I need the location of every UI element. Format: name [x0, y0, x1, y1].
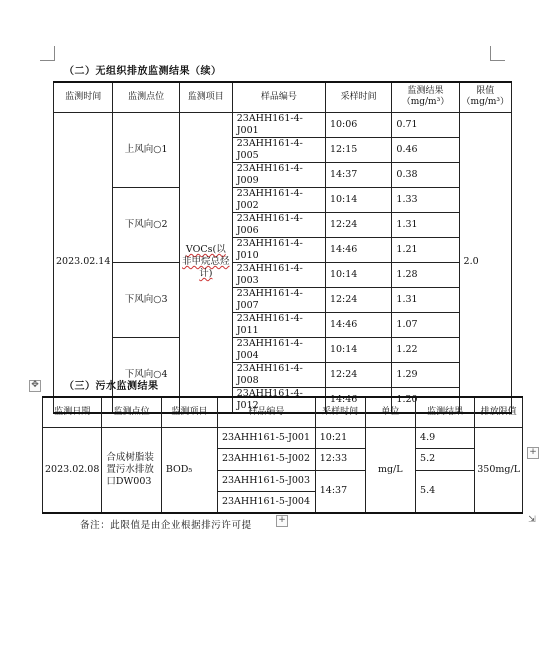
sample-time-cell: 12:24 — [325, 362, 391, 387]
sample-time-cell: 14:46 — [325, 312, 391, 337]
plus-icon[interactable]: + — [527, 447, 539, 459]
monitor-date-cell: 2023.02.08 — [43, 427, 102, 513]
item-cell — [179, 112, 232, 413]
result-cell: 5.4 — [416, 470, 475, 513]
item-cell: BOD₅ — [161, 427, 217, 513]
point-downwind-2: 下风向○2 — [113, 187, 179, 262]
sample-time-cell: 10:14 — [325, 337, 391, 362]
sample-no-cell: 23AHH161-4-J006 — [232, 212, 325, 237]
result-cell: 0.38 — [392, 162, 459, 187]
plus-icon[interactable]: + — [276, 515, 288, 527]
sample-no-cell: 23AHH161-4-J001 — [232, 112, 325, 137]
sample-no-cell: 23AHH161-5-J004 — [217, 492, 315, 514]
header-item: 监测项目 — [161, 397, 217, 427]
sample-time-cell: 10:14 — [325, 262, 391, 287]
sample-time-cell: 14:46 — [325, 387, 391, 413]
point-upwind-1: 上风向○1 — [113, 112, 179, 187]
table-row — [54, 187, 512, 212]
header-result: 监测结果 — [416, 397, 475, 427]
header-date: 监测日期 — [43, 397, 102, 427]
remark-text: 备注：此限值是由企业根据排污许可提 — [80, 520, 252, 531]
sample-time-cell: 14:37 — [325, 162, 391, 187]
table-header-row — [43, 397, 523, 427]
result-cell: 1.28 — [392, 262, 459, 287]
page-corner-mark-left — [40, 46, 55, 61]
header-sample-no: 样品编号 — [217, 397, 315, 427]
page-corner-mark-right — [490, 46, 505, 61]
header-limit: 排放限值 — [475, 397, 523, 427]
limit-cell: 2.0 — [459, 112, 511, 413]
header-point: 监测点位 — [113, 82, 179, 112]
result-cell: 5.2 — [416, 449, 475, 471]
result-cell: 1.07 — [392, 312, 459, 337]
table-row — [54, 337, 512, 362]
point-cell: 合成树脂装置污水排放口DW003 — [102, 427, 161, 513]
sample-no-cell: 23AHH161-4-J008 — [232, 362, 325, 387]
table-header-row — [54, 82, 512, 112]
header-time: 采样时间 — [315, 397, 365, 427]
table-row — [54, 262, 512, 287]
sample-no-cell: 23AHH161-4-J012 — [232, 387, 325, 413]
table-row — [54, 112, 512, 137]
result-cell: 1.21 — [392, 237, 459, 262]
sample-no-cell: 23AHH161-4-J004 — [232, 337, 325, 362]
result-cell: 4.9 — [416, 427, 475, 449]
sample-no-cell: 23AHH161-5-J001 — [217, 427, 315, 449]
header-sample-no: 样品编号 — [232, 82, 325, 112]
header-time: 采样时间 — [325, 82, 391, 112]
fugitive-emission-table[interactable] — [53, 81, 512, 414]
sample-time-cell: 12:33 — [315, 449, 365, 471]
result-cell: 1.33 — [392, 187, 459, 212]
move-icon[interactable]: ✥ — [29, 380, 41, 392]
header-limit: 限值（mg/m³） — [459, 82, 511, 112]
limit-cell: 350mg/L — [475, 427, 523, 513]
resize-icon[interactable]: ⇲ — [528, 515, 536, 525]
sample-no-cell: 23AHH161-5-J003 — [217, 470, 315, 492]
header-date: 监测时间 — [54, 82, 113, 112]
result-cell: 0.71 — [392, 112, 459, 137]
sample-no-cell: 23AHH161-4-J002 — [232, 187, 325, 212]
result-cell: 1.29 — [392, 362, 459, 387]
header-point: 监测点位 — [102, 397, 161, 427]
result-cell: 1.22 — [392, 337, 459, 362]
sample-no-cell: 23AHH161-5-J002 — [217, 449, 315, 471]
sample-time-cell: 10:21 — [315, 427, 365, 449]
header-item: 监测项目 — [179, 82, 232, 112]
point-downwind-4: 下风向○4 — [113, 337, 179, 413]
sample-no-cell: 23AHH161-4-J009 — [232, 162, 325, 187]
sample-no-cell: 23AHH161-4-J010 — [232, 237, 325, 262]
header-result: 监测结果（mg/m³） — [392, 82, 459, 112]
section-title-fugitive-emission: （二）无组织排放监测结果（续） — [64, 66, 222, 77]
point-downwind-3: 下风向○3 — [113, 262, 179, 337]
sample-time-cell: 12:24 — [325, 212, 391, 237]
sample-no-cell: 23AHH161-4-J003 — [232, 262, 325, 287]
sample-time-cell: 14:46 — [325, 237, 391, 262]
result-cell: 1.31 — [392, 287, 459, 312]
monitor-date-cell: 2023.02.14 — [54, 112, 113, 413]
result-cell: 1.20 — [392, 387, 459, 413]
section-title-wastewater: （三）污水监测结果 — [64, 381, 159, 392]
header-unit: 单位 — [365, 397, 416, 427]
table-row — [43, 427, 523, 449]
sample-no-cell: 23AHH161-4-J011 — [232, 312, 325, 337]
sample-time-cell: 12:15 — [325, 137, 391, 162]
sample-no-cell: 23AHH161-4-J007 — [232, 287, 325, 312]
sample-time-cell: 14:37 — [315, 470, 365, 513]
result-cell: 1.31 — [392, 212, 459, 237]
unit-cell: mg/L — [365, 427, 416, 513]
sample-no-cell: 23AHH161-4-J005 — [232, 137, 325, 162]
sample-time-cell: 10:06 — [325, 112, 391, 137]
item-voc-text: VOCs(以非甲烷总烃计) — [182, 244, 230, 279]
sample-time-cell: 10:14 — [325, 187, 391, 212]
sample-time-cell: 12:24 — [325, 287, 391, 312]
result-cell: 0.46 — [392, 137, 459, 162]
wastewater-table[interactable] — [42, 396, 523, 514]
